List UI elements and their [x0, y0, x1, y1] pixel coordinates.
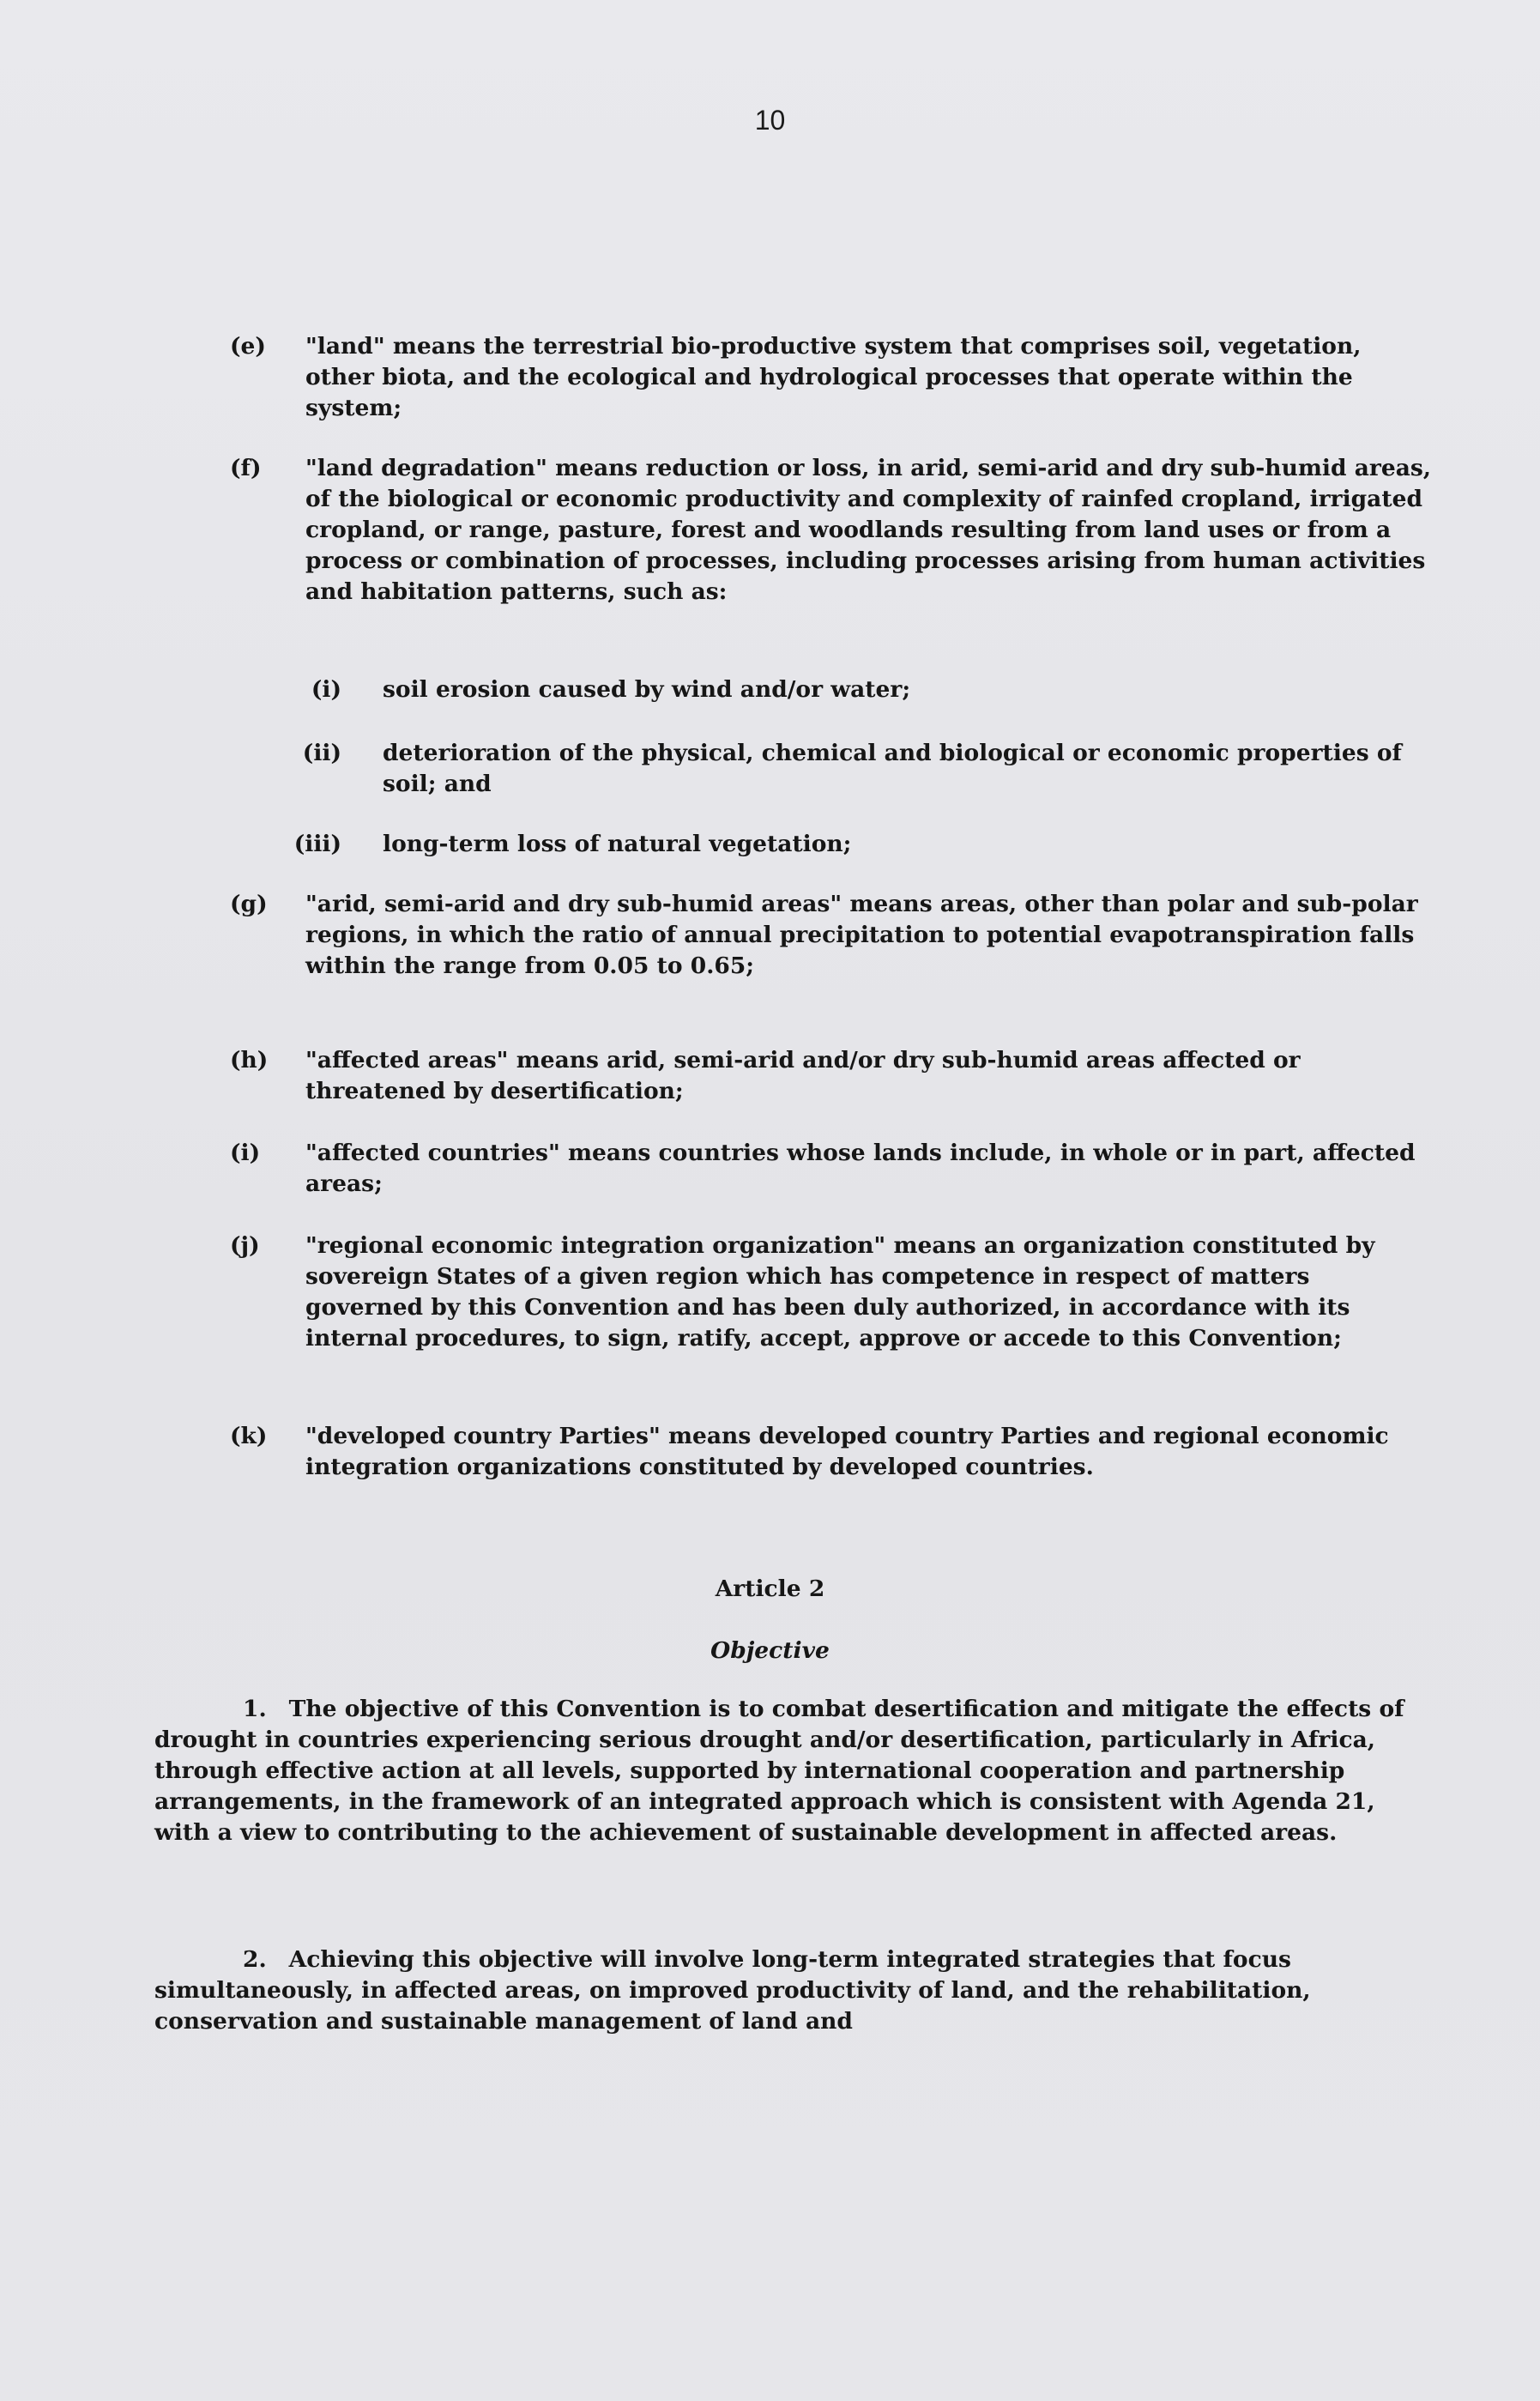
subitem-text: long-term loss of natural vegetation; — [383, 831, 852, 857]
paragraph-text: The objective of this Convention is to combat desertification and mitigate the effects of drought in countries experiencing serious drought and/or desertification, particularly in Africa, through effective action at all levels, supported by international cooperation and partnership arrangements, in the framework of an integrated approach which is consistent with Agenda 21, with a view to contributing to the achievement of sustainable development in affected areas. — [154, 1696, 1404, 1846]
subitem-text: soil erosion caused by wind and/or water; — [383, 676, 911, 703]
subitem-iii — [293, 829, 1422, 860]
definition-f — [230, 453, 1431, 608]
subitem-text: deterioration of the physical, chemical and biological or economic properties of soil; and — [383, 740, 1402, 797]
definition-label: (f) — [230, 455, 262, 481]
paragraph-number: 1. — [243, 1696, 267, 1722]
definition-label: (h) — [230, 1047, 269, 1073]
subitem-label: (i) — [311, 676, 341, 703]
definition-text: "regional economic integration organization" means an organization constituted by sovereign States of a given region which has competence in respect of matters governed by this Convention and has been duly authorized, in accordance with its internal procedures, to sign, ratify, accept, approve or accede to this Convention; — [305, 1232, 1375, 1352]
subitem-label: (iii) — [293, 831, 341, 857]
definition-text: "arid, semi-arid and dry sub-humid areas" means areas, other than polar and sub-polar regions, in which the ratio of annual precipitation to potential evapotranspiration falls within the range from 0.05 to 0.65; — [305, 891, 1418, 979]
definition-label: (e) — [230, 333, 266, 360]
page-number: 10 — [754, 105, 786, 136]
article-paragraph-1 — [154, 1694, 1433, 1848]
definition-label: (g) — [230, 891, 268, 917]
definition-label: (j) — [230, 1232, 260, 1259]
definition-i — [230, 1138, 1431, 1200]
definition-text: "developed country Parties" means developed country Parties and regional economic integration organizations constituted by developed countries. — [305, 1423, 1389, 1480]
definition-text: "land degradation" means reduction or loss, in arid, semi-arid and dry sub-humid areas, of the biological or economic productivity and complexity of rainfed cropland, irrigated cropland, or range, pasture, forest and woodlands resulting from land uses or from a process or combination of processes, including processes arising from human activities and habitation patterns, such as: — [305, 455, 1432, 605]
definition-e — [230, 331, 1431, 424]
subitem-i — [307, 674, 1422, 705]
definition-label: (k) — [230, 1423, 268, 1449]
subitem-label: (ii) — [302, 740, 341, 766]
article-paragraph-2 — [154, 1944, 1433, 2037]
subitem-ii — [302, 738, 1422, 800]
definition-j — [230, 1231, 1431, 1354]
article-title: Article 2 — [715, 1575, 825, 1602]
paragraph-number: 2. — [243, 1946, 267, 1973]
definition-text: "affected countries" means countries whose lands include, in whole or in part, affected areas; — [305, 1140, 1416, 1197]
definition-k — [230, 1421, 1431, 1483]
definition-label: (i) — [230, 1140, 261, 1166]
paragraph-text: Achieving this objective will involve long-term integrated strategies that focus simultaneously, in affected areas, on improved productivity of land, and the rehabilitation, conservation and sustainable management of land and — [154, 1946, 1311, 2035]
definition-text: "land" means the terrestrial bio-productive system that comprises soil, vegetation, other biota, and the ecological and hydrological processes that operate within the system; — [305, 333, 1362, 421]
article-subtitle: Objective — [710, 1637, 830, 1664]
definition-text: "affected areas" means arid, semi-arid and/or dry sub-humid areas affected or threatened by desertification; — [305, 1047, 1301, 1104]
definition-h — [230, 1045, 1431, 1107]
definition-g — [230, 889, 1431, 982]
